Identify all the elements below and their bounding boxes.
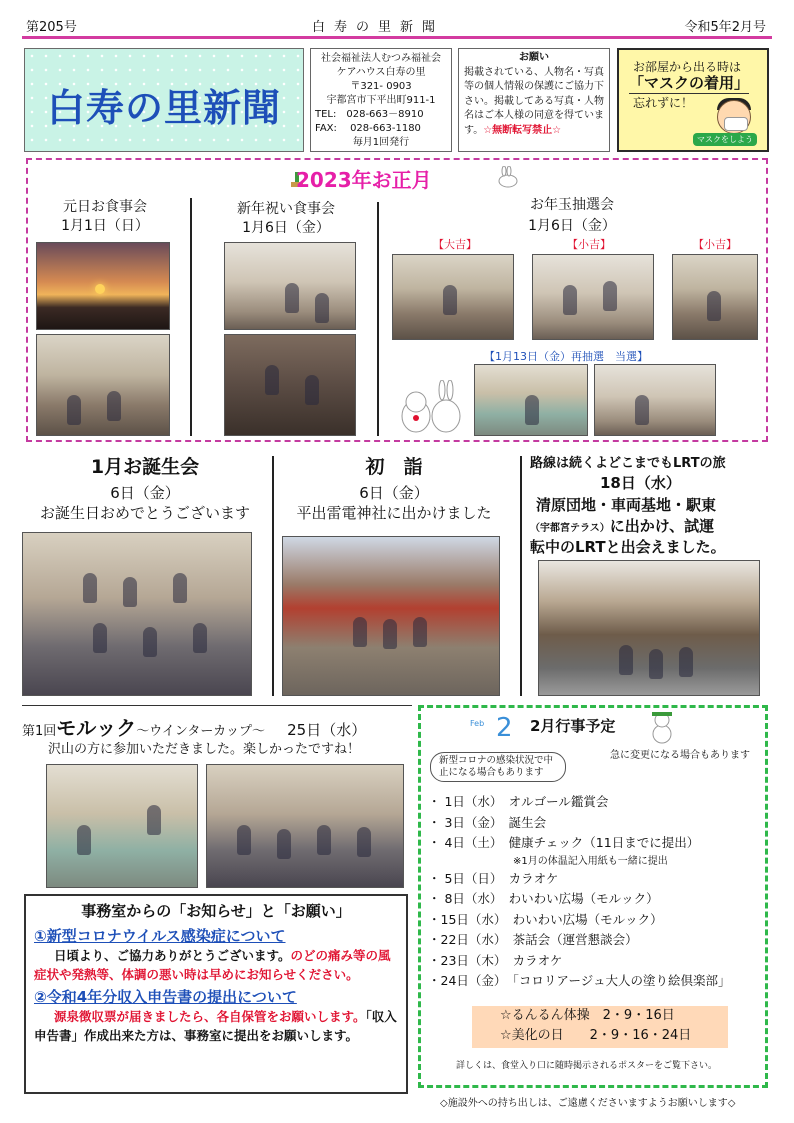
schedule-item: ・ 1日（水） オルゴール鑑賞会 xyxy=(428,794,609,809)
lrt-line1: 清原団地・車両基地・駅東 xyxy=(536,496,717,514)
mask-line3: 忘れずに！ xyxy=(633,96,694,110)
rabbit-icon xyxy=(494,166,520,188)
lottery-photo-3 xyxy=(672,254,758,340)
schedule-item: ・ 4日（土） 健康チェック（11日までに提出） xyxy=(428,835,700,850)
notice-item2-warning: 源泉徴収票が届きましたら、各自保管をお願いします。 xyxy=(54,1009,366,1024)
section-divider xyxy=(22,705,412,706)
office-notice xyxy=(24,894,408,1094)
page-title: 白寿の里新聞 xyxy=(46,86,281,130)
request-text: 掲載されている、人物名・写真等の個人情報の保護にご協力下さい。掲載してある写真・人物名はご本人様の同意を得ています。 xyxy=(464,66,604,136)
info-line: 〒321- 0903 xyxy=(350,81,412,92)
schedule-item: ・ 5日（日） カラオケ xyxy=(428,870,559,886)
svg-text:Feb: Feb xyxy=(470,719,485,728)
lrt-date: 18日（水） xyxy=(600,474,681,492)
col1-date: 1月1日（日） xyxy=(61,218,149,234)
lottery-photo-1 xyxy=(392,254,514,340)
notice-item2-title: ②令和4年分収入申告書の提出について xyxy=(34,988,297,1006)
prize-tag-shokichi-2: 【小吉】 xyxy=(693,238,737,251)
lottery-photo-2 xyxy=(532,254,654,340)
publisher-info xyxy=(310,48,452,152)
birthday-date: 6日（金） xyxy=(110,484,180,502)
lrt-line2-text: に出かけ、試運 xyxy=(609,517,715,535)
col2-title: 新年祝い食事会 xyxy=(237,201,335,217)
covid-bubble: 新型コロナの感染状況で中止になる場合もあります xyxy=(430,752,566,782)
schedule-list xyxy=(428,792,768,992)
schedule-item: ・ 8日（水） わいわい広場（モルック） xyxy=(428,891,659,906)
mask-line1: お部屋から出る時は xyxy=(633,60,742,74)
schedule-item: ・ 3日（金） 誕生会 xyxy=(428,814,547,830)
info-line: 社会福祉法人むつみ福祉会 xyxy=(321,53,441,64)
col-divider xyxy=(190,198,192,436)
recurring-exercise: ☆るんるん体操 2・9・16日 xyxy=(500,1008,675,1023)
schedule-item: ・23日（木） カラオケ xyxy=(428,952,563,968)
lrt-line2 xyxy=(530,515,714,536)
col3-date: 1月6日（金） xyxy=(528,218,616,234)
notice-item1-title: ①新型コロナウイルス感染症について xyxy=(34,927,286,945)
request-box xyxy=(458,48,610,152)
issue-date: 令和5年2月号 xyxy=(684,20,766,35)
recurring-cleaning: ☆美化の日 2・9・16・24日 xyxy=(500,1028,692,1043)
birthday-text: お誕生日おめでとうございます xyxy=(39,504,250,522)
schedule-item: ・24日（金） 「コロリアージュ大人の塗り絵倶楽部」 xyxy=(428,973,731,988)
info-line: ケアハウス白寿の里 xyxy=(336,67,426,78)
title-box xyxy=(24,48,304,152)
notice-item1-warning: のどの痛み等の風症状や発熱等、体調の悪い時は早めにお知らせください。 xyxy=(34,948,391,982)
morukku-subtitle: ～ウインターカップ～ xyxy=(136,724,265,739)
morukku-title: モルック xyxy=(56,716,137,740)
birthday-title: 1月お誕生会 xyxy=(90,456,200,478)
notice-item1-body: 日頃より、ご協力ありがとうございます。 xyxy=(54,948,291,963)
lrt-line3: 転中のLRTと出会えました。 xyxy=(530,538,726,556)
morukku-prefix: 第1回 xyxy=(22,724,57,739)
notice-heading: 事務室からの「お知らせ」と「お願い」 xyxy=(81,902,351,920)
col1-title: 元日お食事会 xyxy=(63,199,147,215)
celebration-photo-1 xyxy=(224,242,356,330)
masthead-bar xyxy=(22,8,772,38)
col3-title: お年玉抽選会 xyxy=(530,197,614,213)
schedule-subnote: ※1月の体温記入用紙も一緒に提出 xyxy=(513,855,668,867)
morukku-photo-2 xyxy=(206,764,404,888)
sunset-photo xyxy=(36,242,170,330)
paper-name: 白寿の里新聞 xyxy=(312,20,445,35)
bottom-note: ◇施設外への持ち出しは、ご遠慮くださいますようお願いします◇ xyxy=(440,1098,736,1109)
request-heading: お願い xyxy=(519,52,549,63)
notice-item2-body: 「収入申告書」作成出来た方は、事務室に提出をお願いします。 xyxy=(34,1009,397,1043)
info-line: 宇都宮市下平出町911-1 xyxy=(326,95,436,106)
col-divider xyxy=(520,456,522,696)
schedule-title: 2月行事予定 xyxy=(530,717,616,735)
prize-tag-daikichi: 【大吉】 xyxy=(433,238,477,251)
redraw-photo-2 xyxy=(594,364,716,436)
redraw-photo-1 xyxy=(474,364,588,436)
lucky-cat-rabbit-illustration xyxy=(398,380,468,434)
birthday-photo xyxy=(22,532,252,696)
hatsumode-text: 平出雷電神社に出かけました xyxy=(296,504,492,522)
info-line: FAX: 028-663-1180 xyxy=(315,123,421,134)
svg-text:2: 2 xyxy=(496,713,513,740)
prize-tag-shokichi-1: 【小吉】 xyxy=(567,238,611,251)
lrt-title: 路線は続くよどこまでもLRTの旅 xyxy=(530,456,726,471)
lrt-line2-small: （宇都宮テラス） xyxy=(530,523,610,534)
request-warning: ☆無断転写禁止☆ xyxy=(483,124,562,136)
morukku-date: 25日（水） xyxy=(287,721,367,739)
col-divider xyxy=(377,202,379,436)
morukku-heading xyxy=(22,712,366,741)
february-2-icon xyxy=(468,710,518,740)
schedule-item: ・22日（水） 茶話会（運営懇談会） xyxy=(428,932,638,947)
mask-line2: 「マスクの着用」 xyxy=(629,74,750,92)
hatsumode-title: 初 詣 xyxy=(365,456,423,478)
issue-number: 第205号 xyxy=(26,20,77,35)
new-year-title: 2023年お正月 xyxy=(296,168,432,192)
celebration-photo-2 xyxy=(224,334,356,436)
mask-face-icon xyxy=(717,100,751,134)
recurring-events xyxy=(472,1006,728,1048)
info-line: 毎月1回発行 xyxy=(352,137,410,148)
schedule-item: ・15日（水） わいわい広場（モルック） xyxy=(428,911,663,927)
morukku-photo-1 xyxy=(46,764,198,888)
schedule-change-note: 急に変更になる場合もあります xyxy=(610,750,750,761)
info-line: TEL: 028-663－8910 xyxy=(315,109,424,120)
schedule-footer: 詳しくは、食堂入り口に随時掲示されるポスターをご覧下さい。 xyxy=(456,1061,718,1071)
redraw-caption: 【1月13日（金）再抽選 当選】 xyxy=(484,350,648,363)
dining-photo xyxy=(36,334,170,436)
mask-reminder xyxy=(617,48,769,152)
snowman-icon xyxy=(648,710,676,744)
col-divider xyxy=(272,456,274,696)
morukku-text: 沢山の方に参加いただきました。楽しかったですね！ xyxy=(48,742,361,757)
lrt-photo xyxy=(538,560,760,696)
mask-caption: マスクをしよう xyxy=(693,133,757,146)
shrine-photo xyxy=(282,536,500,696)
header-divider xyxy=(22,36,772,39)
hatsumode-date: 6日（金） xyxy=(359,484,429,502)
col2-date: 1月6日（金） xyxy=(242,220,330,236)
